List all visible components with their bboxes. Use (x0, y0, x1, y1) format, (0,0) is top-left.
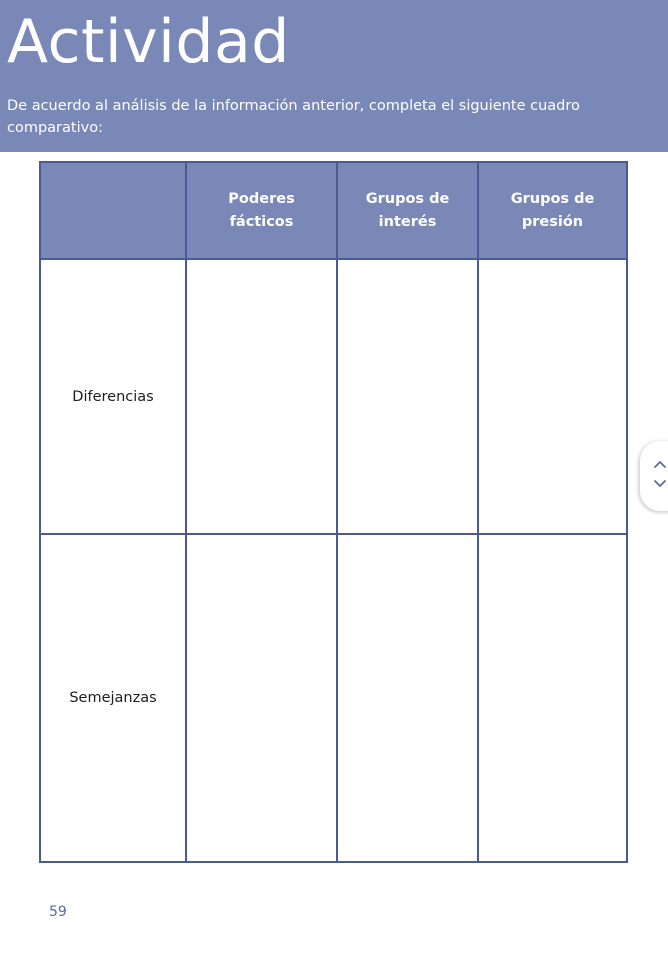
table-header-row (40, 162, 627, 259)
header-poderes-facticos: Poderes fácticos (186, 162, 337, 259)
comparison-table (39, 161, 628, 863)
chevron-up-icon[interactable] (653, 459, 667, 469)
table-row-diferencias (40, 259, 627, 534)
instructions-text: De acuerdo al análisis de la información anterior, completa el siguiente cuadro comparativo: (7, 98, 580, 136)
activity-header (0, 0, 668, 152)
header-grupos-de-presion: Grupos de presión (478, 162, 627, 259)
header-grupos-de-interes: Grupos de interés (337, 162, 478, 259)
page-number: 59 (49, 904, 67, 920)
answer-cell-diferencias-interes[interactable] (337, 259, 478, 534)
header-corner-cell (40, 162, 186, 259)
row-label-semejanzas: Semejanzas (40, 534, 186, 862)
table-row-semejanzas (40, 534, 627, 862)
answer-cell-diferencias-presion[interactable] (478, 259, 627, 534)
row-label-diferencias: Diferencias (40, 259, 186, 534)
answer-cell-semejanzas-interes[interactable] (337, 534, 478, 862)
answer-cell-semejanzas-presion[interactable] (478, 534, 627, 862)
page-title: Actividad (7, 7, 290, 77)
answer-cell-semejanzas-poderes[interactable] (186, 534, 337, 862)
chevron-down-icon[interactable] (653, 479, 667, 489)
answer-cell-diferencias-poderes[interactable] (186, 259, 337, 534)
page-scroll-control[interactable] (640, 441, 668, 511)
